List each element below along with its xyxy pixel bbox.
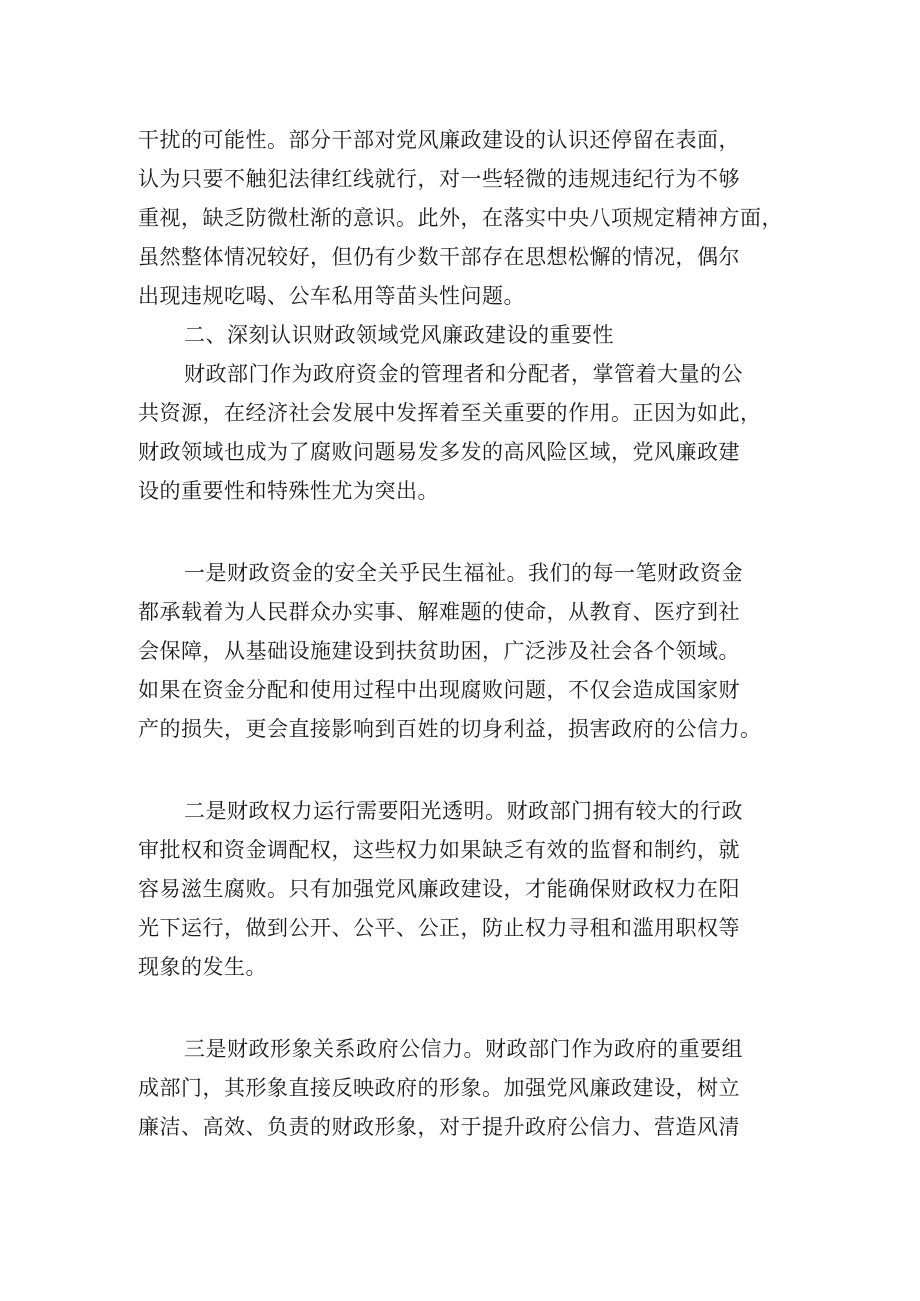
text-line: 审批权和资金调配权，这些权力如果缺乏有效的监督和制约，就 [138, 838, 740, 862]
paragraph-gap [138, 511, 788, 554]
paragraph-gap [138, 749, 788, 792]
section-heading: 二、深刻认识财政领域党风廉政建设的重要性 [184, 323, 614, 347]
text-line: 三是财政形象关系政府公信力。财政部门作为政府的重要组 [184, 1037, 743, 1061]
text-line: 光下运行，做到公开、公平、公正，防止权力寻租和滥用职权等 [138, 916, 740, 940]
text-line: 成部门，其形象直接反映政府的形象。加强党风廉政建设，树立 [138, 1076, 740, 1100]
text-line: 二是财政权力运行需要阳光透明。财政部门拥有较大的行政 [184, 799, 743, 823]
text-line: 认为只要不触犯法律红线就行，对一些轻微的违规违纪行为不够 [138, 167, 740, 191]
text-line: 财政领域也成为了腐败问题易发多发的高风险区域，党风廉政建 [138, 440, 740, 464]
text-line: 共资源，在经济社会发展中发挥着至关重要的作用。正因为如此， [138, 401, 762, 425]
body-text [138, 121, 788, 1147]
text-line: 出现违规吃喝、公车私用等苗头性问题。 [138, 284, 525, 308]
text-line: 干扰的可能性。部分干部对党风廉政建设的认识还停留在表面， [138, 128, 740, 152]
text-line: 虽然整体情况较好，但仍有少数干部存在思想松懈的情况，偶尔 [138, 245, 740, 269]
text-line: 一是财政资金的安全关乎民生福祉。我们的每一笔财政资金 [184, 561, 743, 585]
text-line: 现象的发生。 [138, 955, 267, 979]
text-line: 容易滋生腐败。只有加强党风廉政建设，才能确保财政权力在阳 [138, 877, 740, 901]
text-line: 重视，缺乏防微杜渐的意识。此外，在落实中央八项规定精神方面， [138, 206, 783, 230]
text-line: 如果在资金分配和使用过程中出现腐败问题，不仅会造成国家财 [138, 678, 740, 702]
text-line: 财政部门作为政府资金的管理者和分配者，掌管着大量的公 [184, 362, 743, 386]
text-line: 设的重要性和特殊性尤为突出。 [138, 479, 439, 503]
text-line: 产的损失，更会直接影响到百姓的切身利益，损害政府的公信力。 [138, 717, 762, 741]
text-line: 廉洁、高效、负责的财政形象，对于提升政府公信力、营造风清 [138, 1115, 740, 1139]
paragraph-gap [138, 987, 788, 1030]
text-line: 都承载着为人民群众办实事、解难题的使命，从教育、医疗到社 [138, 600, 740, 624]
text-line: 会保障，从基础设施建设到扶贫助困，广泛涉及社会各个领域。 [138, 639, 740, 663]
